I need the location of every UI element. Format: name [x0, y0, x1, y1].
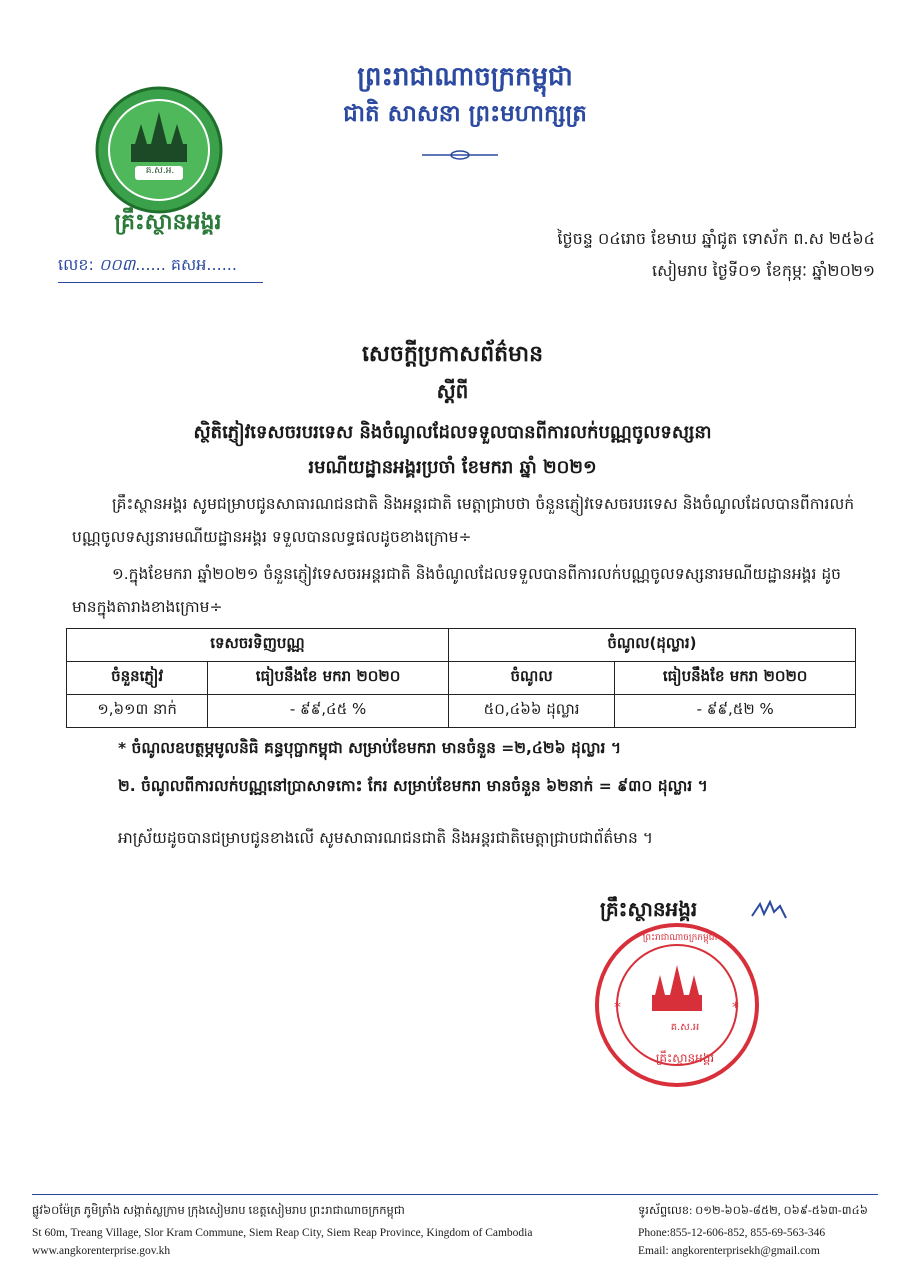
organization-logo [95, 86, 223, 214]
seal-mid-text: គ.ស.អ [670, 1022, 700, 1033]
table-group-header-row [67, 629, 856, 662]
table-header-row [67, 662, 856, 695]
col-header-visitors: ចំនួនភ្ញៀវ [67, 662, 208, 695]
foundation-note: * ចំណូលឧបត្ថម្ភមូលនិធិ គន្ធបុប្ផាកម្ពុជា សម្រាប់ខែមករា មានចំនួន =២,៤២៦ ដុល្លារ ។ [118, 739, 622, 757]
organization-name: គ្រឹះស្ថានអង្គរ [114, 210, 222, 235]
cell-revenue-compare: - ៩៩,៥២ % [615, 695, 856, 728]
col-header-visitors-compare: ធៀបនឹងខែ មករា ២០២០ [208, 662, 449, 695]
item1-paragraph: ១.ក្នុងខែមករា ឆ្នាំ២០២១ ចំនួនភ្ញៀវទេសចរអន្តរជាតិ និងចំណូលដែលទទួលបានពីការលក់បណ្ណចូលទស្សនារមណីយដ្ឋានអង្គរ ដូចមានក្នុងតារាងខាងក្រោម÷ [72, 565, 842, 616]
seal-bottom-text: គ្រឹះស្ថានអង្គរ [655, 1051, 715, 1065]
solar-date: សៀមរាប ថ្ងៃទី០១ ខែកុម្ភៈ ឆ្នាំ២០២១ [652, 261, 875, 280]
cell-visitors: ១,៦១៣ នាក់ [67, 695, 208, 728]
col-header-revenue-compare: ធៀបនឹងខែ មករា ២០២០ [615, 662, 856, 695]
lunar-date: ថ្ងៃចន្ទ ០៤រោច ខែមាឃ ឆ្នាំជូត ទោស័ក ព.ស ២៥៦៤ [557, 229, 875, 248]
footer-address-kh: ផ្លូវ៦០ម៉ែត្រ ភូមិត្រាំង សង្កាត់ស្លក្រាម ក្រុងសៀមរាប ខេត្តសៀមរាប ព្រះរាជាណាចក្រកម្ពុជា [32, 1205, 405, 1217]
ref-number: ០០៣ [98, 255, 136, 274]
closing-paragraph: អាស្រ័យដូចបានជម្រាបជូនខាងលើ សូមសាធារណជនជាតិ និងអន្តរជាតិមេត្តាជ្រាបជាព័ត៌មាន ។ [118, 829, 653, 847]
title-subject-label: ស្តីពី [436, 379, 469, 403]
signatory-organization: គ្រឹះស្ថានអង្គរ [600, 897, 698, 921]
seal-top-text: ព្រះរាជាណាចក្រកម្ពុជា [642, 933, 718, 943]
svg-text:*: * [732, 1000, 739, 1016]
ornament-divider [420, 146, 500, 158]
item2-paragraph: ២. ចំណូលពីការលក់បណ្ណនៅប្រាសាទកោះ កែរ សម្រាប់ខែមករា មានចំនួន ៦២នាក់ = ៩៣០ ដុល្លារ ។ [118, 777, 708, 795]
cell-revenue: ៥០,៤៦៦ ដុល្លារ [448, 695, 614, 728]
national-motto: ជាតិ សាសនា ព្រះមហាក្សត្រ [343, 101, 587, 127]
footer-phone-kh: ទូរស័ព្ទលេខ: ០១២-៦០៦-៨៥២, ០៦៩-៥៦៣-៣៤៦ [638, 1205, 868, 1217]
table-row [67, 695, 856, 728]
footer-email[interactable]: Email: angkorenterprisekh@gmail.com [638, 1245, 820, 1257]
statistics-table [66, 628, 856, 728]
reference-number [58, 254, 263, 283]
footer-divider [32, 1194, 878, 1195]
svg-text:*: * [614, 1000, 621, 1016]
group-header-visitors: ទេសចរទិញបណ្ណ [67, 629, 449, 662]
logo-text: គ.ស.អ. [145, 166, 175, 176]
ref-suffix: ...... គសអ...... [135, 255, 237, 274]
cell-visitors-compare: - ៩៩,៤៥ % [208, 695, 449, 728]
footer-address-en: St 60m, Treang Village, Slor Kram Commune, Siem Reap City, Siem Reap Province, Kingdom of Cambodia [32, 1227, 533, 1239]
kingdom-heading: ព្រះរាជាណាចក្រកម្ពុជា [357, 62, 573, 92]
document-title: សេចក្តីប្រកាសព័ត៌មាន [361, 342, 544, 367]
title-subject-line1: ស្ថិតិភ្ញៀវទេសចរបរទេស និងចំណូលដែលទទួលបានពីការលក់បណ្ណចូលទស្សនា [193, 422, 712, 443]
intro-paragraph: គ្រឹះស្ថានអង្គរ សូមជម្រាបជូនសាធារណជនជាតិ និងអន្តរជាតិ មេត្តាជ្រាបថា ចំនួនភ្ញៀវទេសចរបរទេស និងចំណូលដែលបានពីការលក់បណ្ណចូលទស្សនារមណីយដ្ឋានអង្គរ ទទួលបានលទ្ធផលដូចខាងក្រោម÷ [72, 495, 855, 546]
footer-website[interactable]: www.angkorenterprise.gov.kh [32, 1245, 171, 1257]
col-header-revenue: ចំណូល [448, 662, 614, 695]
group-header-revenue: ចំណូល(ដុល្លារ) [448, 629, 855, 662]
footer-phone-en: Phone:855-12-606-852, 855-69-563-346 [638, 1227, 826, 1239]
ref-label: លេខ: [58, 255, 94, 274]
title-subject-line2: រមណីយដ្ឋានអង្គរប្រចាំ ខែមករា ឆ្នាំ ២០២១ [308, 457, 597, 478]
